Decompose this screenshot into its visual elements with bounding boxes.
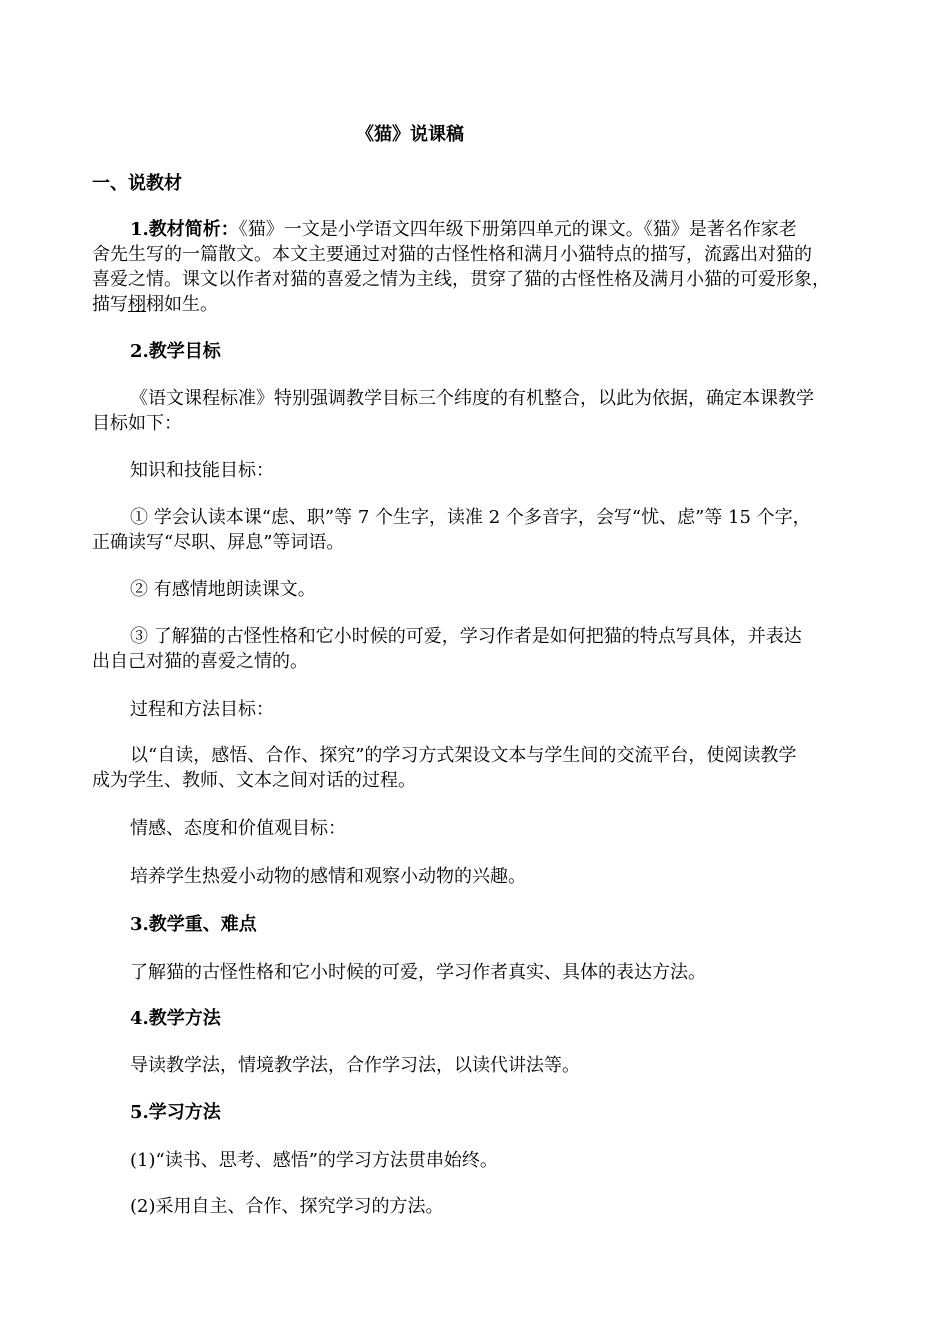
learning-method-item-2: (2)采用自主、合作、探究学习的方法。 bbox=[130, 1196, 444, 1217]
paragraph-line: ① 学会认读本课“虑、职”等 7 个生字，读准 2 个多音字，会写“忧、虑”等 15 个字， bbox=[130, 507, 811, 528]
heading-teaching-methods: 4.教学方法 bbox=[130, 1008, 221, 1029]
heading-learning-methods: 5.学习方法 bbox=[130, 1102, 221, 1123]
goal-item-3 bbox=[92, 624, 862, 674]
paragraph-material-analysis bbox=[92, 217, 862, 317]
paragraph-key-difficult-points: 了解猫的古怪性格和它小时候的可爱，学习作者真实、具体的表达方法。 bbox=[130, 962, 706, 983]
paragraph-curriculum-standard bbox=[92, 386, 862, 436]
paragraph-emotion-values: 培养学生热爱小动物的感情和观察小动物的兴趣。 bbox=[130, 866, 526, 887]
text-span: 描写 bbox=[92, 294, 128, 315]
paragraph-line: 舍先生写的一篇散文。本文主要通过对猫的古怪性格和满月小猫特点的描写，流露出对猫的 bbox=[92, 244, 812, 265]
paragraph-line: 喜爱之情。课文以作者对猫的喜爱之情为主线，贯穿了猫的古怪性格及满月小猫的可爱形象， bbox=[92, 269, 830, 290]
text-span: 栩如生。 bbox=[146, 294, 218, 315]
heading-key-difficult-points: 3.教学重、难点 bbox=[130, 914, 257, 935]
subheading-process-method: 过程和方法目标： bbox=[130, 699, 274, 720]
paragraph-teaching-methods: 导读教学法，情境教学法，合作学习法，以读代讲法等。 bbox=[130, 1055, 580, 1076]
document-title: 《猫》说课稿 bbox=[356, 124, 464, 145]
subheading-emotion-values: 情感、态度和价值观目标： bbox=[130, 818, 346, 839]
paragraph-line: ③ 了解猫的古怪性格和它小时候的可爱，学习作者是如何把猫的特点写具体，并表达 bbox=[130, 626, 802, 647]
paragraph-line: 出自己对猫的喜爱之情的。 bbox=[92, 651, 308, 672]
text-span: 《猫》一文是小学语文四年级下册第四单元的课文。《猫》是著名作家老 bbox=[238, 219, 797, 240]
subheading-knowledge-skills: 知识和技能目标： bbox=[130, 460, 274, 481]
heading-teaching-goals: 2.教学目标 bbox=[130, 341, 221, 362]
learning-method-item-1: (1)“读书、思考、感悟”的学习方法贯串始终。 bbox=[130, 1150, 498, 1171]
subheading-material-analysis: 1.教材简析： bbox=[130, 219, 239, 240]
underlined-character: 栩 bbox=[128, 294, 146, 315]
paragraph-line: 正确读写“尽职、屏息”等词语。 bbox=[92, 532, 345, 553]
paragraph-line bbox=[92, 292, 862, 317]
section-heading-teaching-material: 一、说教材 bbox=[92, 173, 182, 194]
paragraph-line: 以“自读，感悟、合作、探究”的学习方式架设文本与学生间的交流平台，使阅读教学 bbox=[130, 745, 797, 766]
goal-item-1 bbox=[92, 505, 862, 555]
paragraph-line: 成为学生、教师、文本之间对话的过程。 bbox=[92, 770, 416, 791]
paragraph-process-method bbox=[92, 743, 862, 793]
paragraph-line bbox=[92, 217, 862, 242]
paragraph-line: 《语文课程标准》特别强调教学目标三个纬度的有机整合，以此为依据，确定本课教学 bbox=[130, 388, 814, 409]
goal-item-2: ② 有感情地朗读课文。 bbox=[130, 579, 316, 600]
paragraph-line: 目标如下： bbox=[92, 413, 182, 434]
